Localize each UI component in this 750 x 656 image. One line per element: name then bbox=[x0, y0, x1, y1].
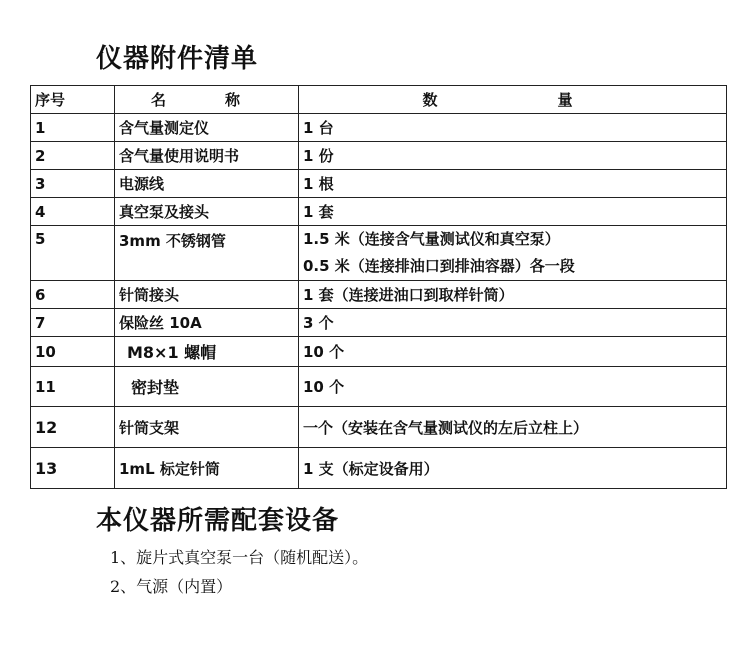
row-no: 1 bbox=[31, 114, 115, 142]
row-qty: 1 套（连接进油口到取样针筒） bbox=[299, 281, 727, 309]
table-row bbox=[31, 337, 727, 367]
row-qty: 1 套 bbox=[299, 198, 727, 226]
table-row bbox=[31, 309, 727, 337]
row-name: 针筒支架 bbox=[115, 407, 299, 448]
equipment-item: 2、气源（内置） bbox=[110, 577, 233, 596]
row-qty bbox=[299, 226, 727, 281]
row-no: 10 bbox=[31, 337, 115, 367]
row-qty-line: 1.5 米（连接含气量测试仪和真空泵） bbox=[303, 230, 560, 248]
table-row bbox=[31, 407, 727, 448]
equipment-item: 1、旋片式真空泵一台（随机配送）。 bbox=[110, 548, 369, 567]
row-name: 针筒接头 bbox=[115, 281, 299, 309]
table-header-row bbox=[31, 86, 727, 114]
table-row bbox=[31, 367, 727, 407]
row-name: 保险丝 10A bbox=[115, 309, 299, 337]
row-qty: 10 个 bbox=[299, 337, 727, 367]
row-qty: 10 个 bbox=[299, 367, 727, 407]
row-name: 含气量测定仪 bbox=[115, 114, 299, 142]
row-name: 密封垫 bbox=[115, 367, 299, 407]
row-qty: 3 个 bbox=[299, 309, 727, 337]
table-row bbox=[31, 170, 727, 198]
row-no: 6 bbox=[31, 281, 115, 309]
row-name: 1mL 标定针筒 bbox=[115, 448, 299, 489]
row-no: 12 bbox=[31, 407, 115, 448]
row-qty-line: 0.5 米（连接排油口到排油容器）各一段 bbox=[303, 257, 575, 275]
table-row bbox=[31, 142, 727, 170]
table-row bbox=[31, 226, 727, 281]
row-qty: 1 份 bbox=[299, 142, 727, 170]
header-name: 名 称 bbox=[115, 86, 299, 114]
row-name: 3mm 不锈钢管 bbox=[115, 226, 299, 281]
row-no: 13 bbox=[31, 448, 115, 489]
row-no: 7 bbox=[31, 309, 115, 337]
row-name: M8×1 螺帽 bbox=[115, 337, 299, 367]
table-row bbox=[31, 114, 727, 142]
row-qty: 1 台 bbox=[299, 114, 727, 142]
row-no: 3 bbox=[31, 170, 115, 198]
row-no: 4 bbox=[31, 198, 115, 226]
table-row bbox=[31, 448, 727, 489]
table-row bbox=[31, 281, 727, 309]
row-qty: 一个（安装在含气量测试仪的左后立柱上） bbox=[299, 407, 727, 448]
header-no: 序号 bbox=[31, 86, 115, 114]
header-qty: 数 量 bbox=[299, 86, 727, 114]
row-name: 真空泵及接头 bbox=[115, 198, 299, 226]
row-no: 11 bbox=[31, 367, 115, 407]
accessory-list-title: 仪器附件清单 bbox=[96, 44, 259, 74]
accessory-table bbox=[30, 85, 727, 489]
required-equipment-title: 本仪器所需配套设备 bbox=[96, 506, 340, 536]
row-qty: 1 支（标定设备用） bbox=[299, 448, 727, 489]
row-name: 含气量使用说明书 bbox=[115, 142, 299, 170]
row-no: 2 bbox=[31, 142, 115, 170]
row-name: 电源线 bbox=[115, 170, 299, 198]
row-no: 5 bbox=[31, 226, 115, 281]
table-row bbox=[31, 198, 727, 226]
row-qty: 1 根 bbox=[299, 170, 727, 198]
